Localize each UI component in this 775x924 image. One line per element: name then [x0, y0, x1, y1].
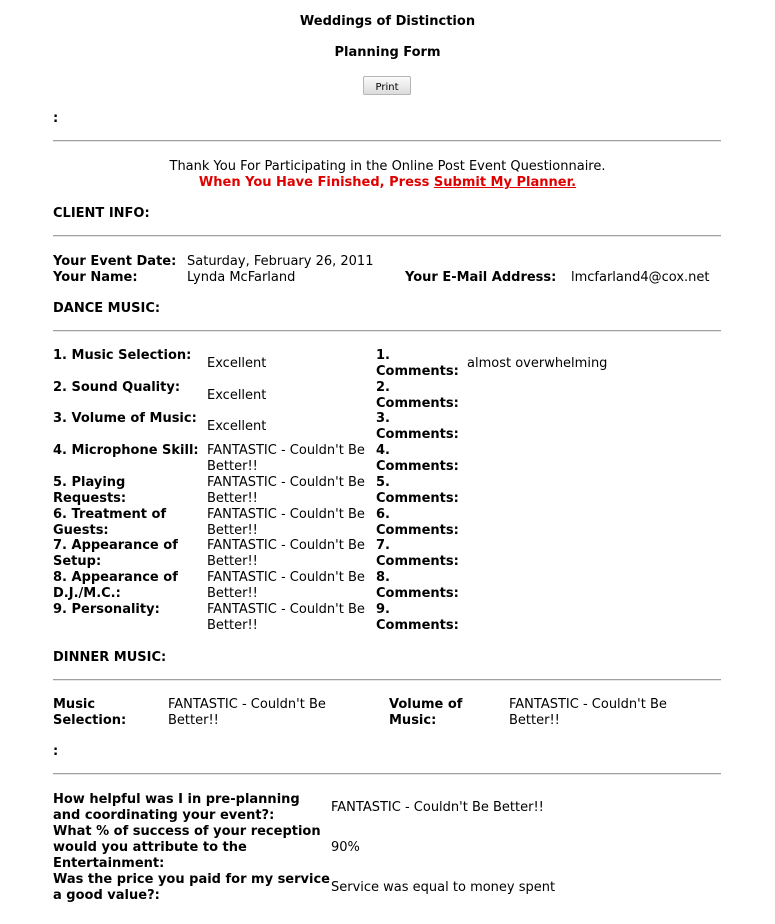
section-colon-1: : — [53, 111, 59, 126]
dance-row-label: 9. Personality: — [53, 602, 160, 617]
question-preplanning: How helpful was I in pre-planning and coordinating your event?: — [53, 792, 300, 823]
dance-row-label: 5. Playing Requests: — [53, 475, 127, 506]
dance-row-comment-label: 5. Comments: — [376, 475, 459, 506]
dance-row-value: FANTASTIC - Couldn't Be Better!! — [207, 538, 365, 569]
submit-planner-link[interactable]: Submit My Planner. — [433, 175, 577, 190]
dance-row-comment-label: 1. Comments: — [376, 348, 459, 379]
dinner-music-heading: DINNER MUSIC: — [53, 650, 167, 665]
event-date-label: Your Event Date: — [53, 254, 177, 269]
answer-success: 90% — [331, 840, 360, 855]
dance-row-value: FANTASTIC - Couldn't Be Better!! — [207, 602, 365, 633]
dance-row-label: 4. Microphone Skill: — [53, 443, 199, 458]
client-info-heading: CLIENT INFO: — [53, 206, 150, 221]
divider — [53, 330, 721, 332]
dance-row-label: 1. Music Selection: — [53, 348, 192, 363]
dance-row-value: FANTASTIC - Couldn't Be Better!! — [207, 570, 365, 601]
question-value: Was the price you paid for my service a good value?: — [53, 872, 330, 903]
dance-row-label: 8. Appearance of D.J./M.C.: — [53, 570, 178, 601]
email-value: lmcfarland4@cox.net — [571, 270, 710, 285]
event-date-value: Saturday, February 26, 2011 — [187, 254, 374, 269]
form-title: Planning Form — [334, 45, 441, 60]
dance-row-comment: almost overwhelming — [467, 356, 608, 371]
dance-row-comment-label: 7. Comments: — [376, 538, 459, 569]
divider — [53, 140, 721, 142]
divider — [53, 235, 721, 237]
dinner-selection-value: FANTASTIC - Couldn't Be Better!! — [168, 697, 326, 728]
dance-row-comment-label: 6. Comments: — [376, 507, 459, 538]
dance-row-comment-label: 9. Comments: — [376, 602, 459, 633]
dinner-selection-label: Music Selection: — [53, 697, 127, 728]
finish-instructions — [0, 175, 775, 190]
dance-row-value: Excellent — [207, 388, 267, 403]
dance-row-value: FANTASTIC - Couldn't Be Better!! — [207, 443, 365, 474]
dance-row-label: 6. Treatment of Guests: — [53, 507, 167, 538]
section-colon-2: : — [53, 744, 59, 759]
dinner-volume-value: FANTASTIC - Couldn't Be Better!! — [509, 697, 667, 728]
divider — [53, 679, 721, 681]
answer-value: Service was equal to money spent — [331, 880, 556, 895]
dance-music-heading: DANCE MUSIC: — [53, 301, 161, 316]
finish-prefix: When You Have Finished, Press — [198, 175, 434, 190]
thank-you-message: Thank You For Participating in the Online Post Event Questionnaire. — [169, 159, 606, 174]
dance-row-value: FANTASTIC - Couldn't Be Better!! — [207, 507, 365, 538]
dance-row-label: 3. Volume of Music: — [53, 411, 197, 426]
print-button[interactable]: Print — [363, 76, 411, 95]
dance-row-value: Excellent — [207, 356, 267, 371]
dance-row-comment-label: 2. Comments: — [376, 380, 459, 411]
name-value: Lynda McFarland — [187, 270, 296, 285]
dance-row-label: 7. Appearance of Setup: — [53, 538, 178, 569]
answer-preplanning: FANTASTIC - Couldn't Be Better!! — [331, 800, 544, 815]
divider — [53, 773, 721, 775]
dance-row-comment-label: 4. Comments: — [376, 443, 459, 474]
question-success: What % of success of your reception would you attribute to the Entertainment: — [53, 824, 321, 871]
email-label: Your E-Mail Address: — [405, 270, 557, 285]
name-label: Your Name: — [53, 270, 138, 285]
dance-row-value: FANTASTIC - Couldn't Be Better!! — [207, 475, 365, 506]
company-title: Weddings of Distinction — [299, 14, 476, 29]
dance-row-comment-label: 3. Comments: — [376, 411, 459, 442]
dance-row-value: Excellent — [207, 419, 267, 434]
dance-row-label: 2. Sound Quality: — [53, 380, 181, 395]
dance-row-comment-label: 8. Comments: — [376, 570, 459, 601]
dinner-volume-label: Volume of Music: — [389, 697, 463, 728]
